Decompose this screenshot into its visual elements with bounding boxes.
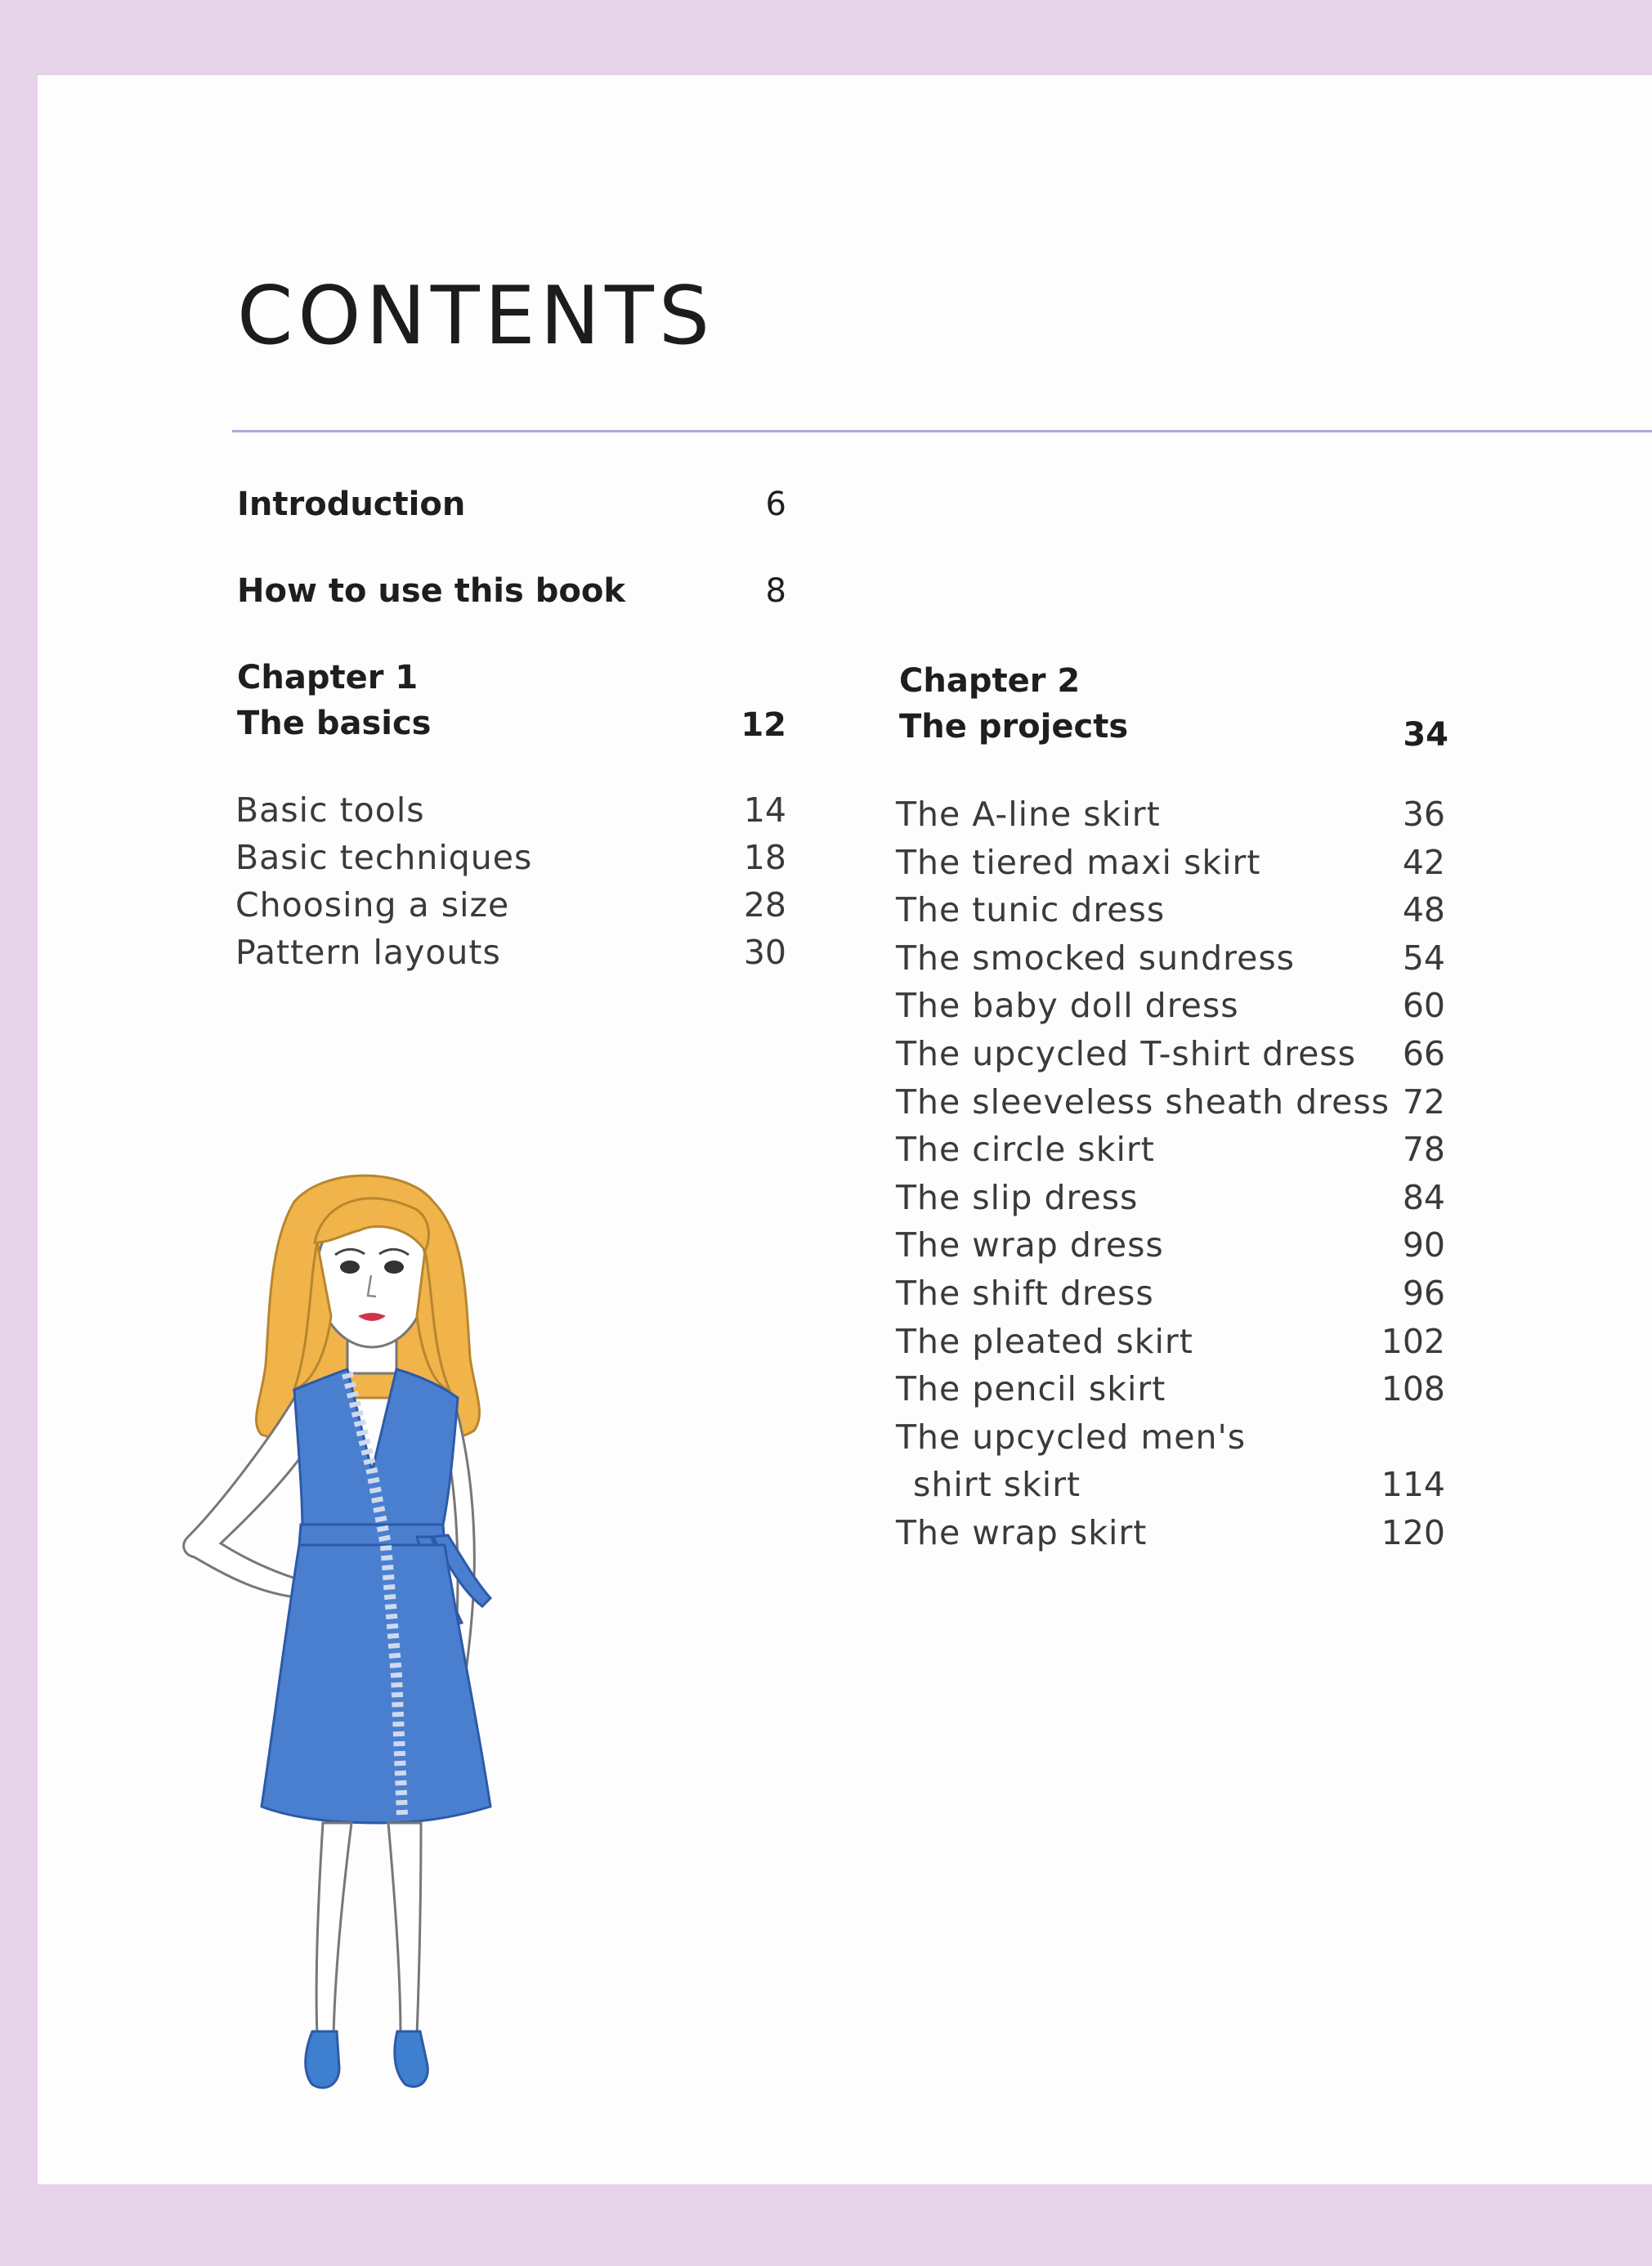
toc-item-page: 54	[1402, 938, 1445, 978]
left-leg	[316, 1823, 351, 2035]
chapter1-label: Chapter 1	[237, 659, 419, 696]
toc-item[interactable]: The tiered maxi skirt	[896, 843, 1261, 882]
toc-item-page: 96	[1402, 1274, 1445, 1313]
toc-item-page: 120	[1381, 1513, 1445, 1552]
toc-item-page: 42	[1402, 843, 1445, 882]
toc-item[interactable]: The circle skirt	[896, 1130, 1155, 1169]
toc-item[interactable]: Choosing a size	[235, 885, 510, 925]
toc-item[interactable]: The wrap dress	[896, 1225, 1164, 1265]
toc-item-page: 18	[743, 838, 786, 877]
chapter1-page: 12	[741, 706, 786, 744]
toc-item-page: 72	[1402, 1082, 1445, 1122]
toc-item[interactable]: The baby doll dress	[896, 986, 1239, 1025]
toc-item-page: 78	[1402, 1130, 1445, 1169]
toc-item[interactable]: The upcycled men's	[896, 1417, 1247, 1457]
toc-item-page: 90	[1402, 1225, 1445, 1265]
toc-item-page: 36	[1402, 795, 1445, 834]
chapter2-label: Chapter 2	[899, 662, 1081, 700]
toc-item[interactable]: The pencil skirt	[896, 1369, 1166, 1408]
toc-page-how-to-use: 8	[765, 572, 786, 610]
toc-item-page: 28	[743, 885, 786, 925]
toc-item[interactable]: The upcycled T-shirt dress	[896, 1034, 1357, 1073]
toc-item[interactable]: The sleeveless sheath dress	[896, 1082, 1390, 1122]
toc-item[interactable]: The tunic dress	[896, 890, 1166, 929]
woman-illustration	[172, 1153, 564, 2109]
toc-item-page: 84	[1402, 1178, 1445, 1217]
toc-entry-introduction[interactable]: Introduction	[237, 486, 466, 523]
toc-item-page: 114	[1381, 1465, 1445, 1504]
dress-skirt	[262, 1545, 490, 1823]
right-leg	[388, 1823, 421, 2035]
toc-item[interactable]: The slip dress	[896, 1178, 1139, 1217]
toc-item-page: 48	[1402, 890, 1445, 929]
toc-item-page: 66	[1402, 1034, 1445, 1073]
left-shoe	[306, 2031, 339, 2088]
page-title: CONTENTS	[237, 270, 715, 363]
chapter2-page: 34	[1403, 716, 1448, 754]
toc-item-page: 102	[1381, 1322, 1445, 1361]
toc-item[interactable]: The shift dress	[896, 1274, 1154, 1313]
toc-item-page: 60	[1402, 986, 1445, 1025]
toc-entry-how-to-use[interactable]: How to use this book	[237, 572, 625, 610]
right-shoe	[395, 2031, 428, 2086]
toc-item-page: 30	[743, 933, 786, 972]
toc-item[interactable]: Basic tools	[235, 790, 425, 830]
toc-item[interactable]: Pattern layouts	[235, 933, 501, 972]
toc-item[interactable]: The wrap skirt	[896, 1513, 1148, 1552]
toc-item[interactable]: The smocked sundress	[896, 938, 1296, 978]
chapter1-title[interactable]: The basics	[237, 705, 432, 742]
toc-page-introduction: 6	[765, 486, 786, 523]
toc-item[interactable]: The pleated skirt	[896, 1322, 1193, 1361]
toc-item[interactable]: Basic techniques	[235, 838, 533, 877]
chapter2-title[interactable]: The projects	[899, 708, 1129, 746]
toc-item-page: 14	[743, 790, 786, 830]
toc-item[interactable]: The A-line skirt	[896, 795, 1161, 834]
toc-item[interactable]: shirt skirt	[913, 1465, 1081, 1504]
toc-item-page: 108	[1381, 1369, 1445, 1408]
title-divider	[232, 430, 1652, 432]
